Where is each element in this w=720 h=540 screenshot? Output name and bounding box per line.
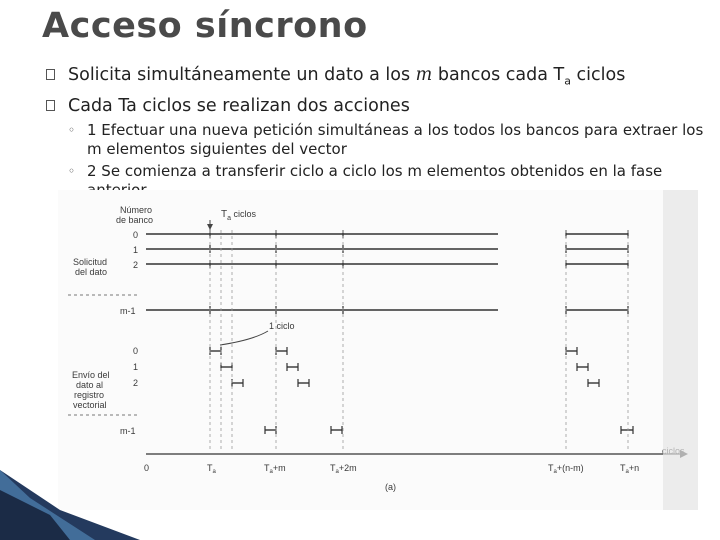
- row-label: 0: [133, 230, 139, 240]
- ta-label-t: T: [221, 209, 228, 220]
- group-label: Solicitud: [73, 257, 108, 267]
- transfer-ticks: [210, 347, 633, 434]
- row-label: 1: [133, 245, 139, 255]
- ta-label: [221, 209, 257, 222]
- circle-bullet-icon: ◦: [68, 122, 76, 137]
- tick-label-suffix: +2m: [338, 463, 357, 473]
- tick-label-t: T: [330, 463, 336, 473]
- timing-diagram-svg: [58, 190, 698, 510]
- sub-bullet-text: 2 Se comienza a transferir ciclo a ciclo los m elementos obtenidos en la fase: [87, 161, 663, 180]
- row-label: 0: [133, 346, 139, 356]
- ta-label-suffix: ciclos: [231, 209, 257, 219]
- decorative-accent: [0, 470, 200, 540]
- tick-label: [620, 463, 639, 475]
- transfer-bars: [210, 351, 633, 430]
- tick-label-t: T: [264, 463, 270, 473]
- tick-label: [264, 463, 286, 475]
- bullet-item: [46, 94, 706, 118]
- bullet-text-pre: Solicita simultáneamente un dato a los: [68, 65, 416, 85]
- sub-bullet-text: 1 Efectuar una nueva petición simultáneas a los todos los bancos para extraer los m elementos siguientes del vector: [87, 120, 704, 158]
- group-label: vectorial: [73, 400, 107, 410]
- tick-label-t: T: [548, 463, 554, 473]
- arrow-icon: [220, 331, 268, 345]
- bullet-text-mid: bancos cada T: [432, 65, 565, 85]
- tick-label: [330, 463, 357, 475]
- row-label: 1: [133, 362, 139, 372]
- slide-title: Acceso síncrono: [42, 6, 368, 46]
- tick-label-sub: a: [212, 469, 216, 475]
- tick-label-sub: a: [625, 469, 629, 475]
- tick-label-t: T: [207, 463, 213, 473]
- bullet-item: [46, 63, 706, 94]
- row-label: m-1: [120, 426, 136, 436]
- tick-label: [548, 463, 584, 475]
- bullet-subscript: a: [564, 74, 571, 88]
- sub-bullet-item: [46, 121, 706, 159]
- square-bullet-icon: [46, 100, 55, 111]
- bullet-list: [46, 63, 706, 200]
- group-label: dato al: [76, 380, 104, 390]
- timing-diagram: [58, 190, 698, 510]
- bullet-variable: m: [415, 65, 433, 85]
- arrow-down-icon: [207, 224, 213, 230]
- group-label: registro: [74, 390, 105, 400]
- tick-label: [207, 463, 217, 475]
- figure-caption: (a): [385, 482, 396, 492]
- row-label: m-1: [120, 306, 136, 316]
- header-label: de banco: [116, 215, 154, 225]
- scan-edge: [663, 190, 698, 510]
- one-cycle-label: 1 ciclo: [269, 321, 295, 331]
- bullet-text: Cada Ta ciclos se realizan dos acciones: [68, 95, 410, 116]
- tick-label-t: T: [620, 463, 626, 473]
- request-bars: [146, 234, 628, 310]
- tick-label-sub: a: [553, 469, 557, 475]
- group-label: Envío del: [72, 370, 110, 380]
- tick-label: 0: [144, 463, 150, 473]
- tick-label-sub: a: [269, 469, 273, 475]
- square-bullet-icon: [46, 69, 55, 80]
- tick-label-suffix: +n: [628, 463, 640, 473]
- request-ticks: [210, 230, 628, 314]
- row-label: 2: [133, 378, 139, 388]
- bullet-text-post: ciclos: [570, 65, 626, 85]
- axis-ticks: [144, 463, 639, 475]
- header-label: Número: [120, 205, 153, 215]
- ta-label-sub: a: [227, 215, 232, 222]
- tick-label-suffix: +m: [272, 463, 286, 473]
- circle-bullet-icon: ◦: [68, 163, 76, 178]
- tick-label-sub: a: [335, 469, 339, 475]
- group-label: del dato: [75, 267, 108, 277]
- tick-label-suffix: +(n-m): [556, 463, 584, 473]
- row-label: 2: [133, 260, 139, 270]
